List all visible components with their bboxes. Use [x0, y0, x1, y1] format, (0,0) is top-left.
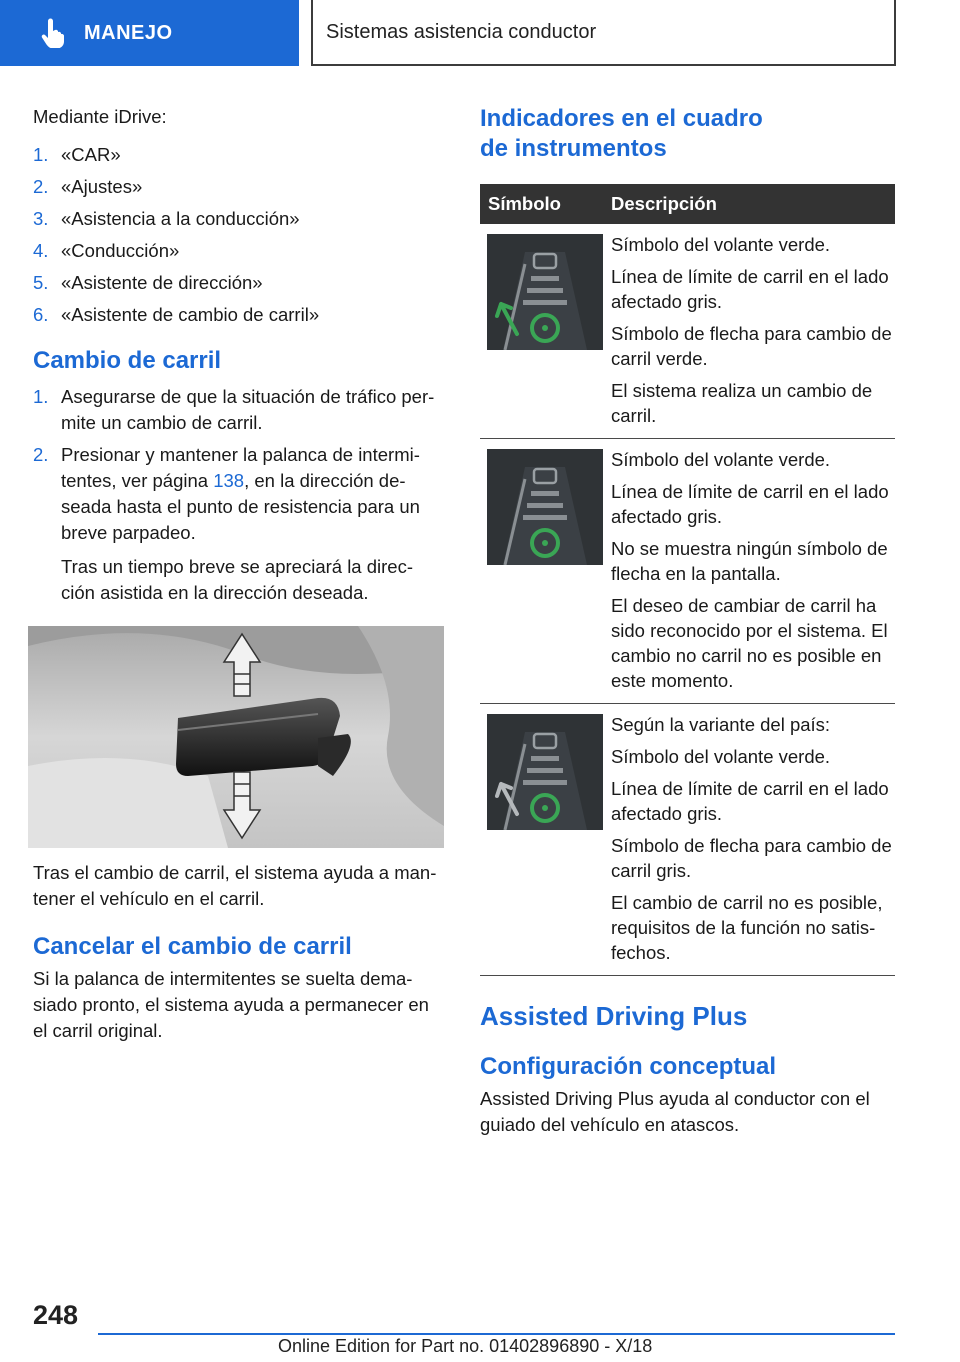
col-description-header: Descripción — [611, 184, 895, 224]
page-link[interactable]: 138 — [213, 470, 245, 491]
step-note: Tras un tiempo breve se apreciará la direc-ción asistida en la dirección deseada. — [61, 556, 413, 603]
step-number: 1. — [33, 144, 49, 165]
indicators-heading: Indicadores en el cuadro de instrumentos — [480, 105, 763, 162]
cancel-text: Si la palanca de intermitentes se suelta dema-siado pronto, el sistema ayuda a permanecer en el carril original. — [33, 968, 429, 1041]
description-line: Línea de límite de carril en el lado afectado gris. — [611, 266, 889, 312]
list-item — [33, 270, 445, 296]
description-cell — [611, 224, 895, 439]
step-body — [61, 442, 445, 606]
list-item — [33, 142, 445, 168]
step-number: 3. — [33, 208, 49, 229]
description-line: Símbolo de flecha para cambio de carril verde. — [611, 323, 892, 369]
list-item — [33, 174, 445, 200]
list-item — [33, 206, 445, 232]
hand-pointer-icon — [38, 18, 68, 48]
step-number: 2. — [33, 176, 49, 197]
right-column — [480, 104, 895, 1138]
lane-change-steps — [33, 384, 445, 606]
lane-change-green-arrow-icon — [487, 234, 603, 350]
idrive-intro: Mediante iDrive: — [33, 106, 167, 127]
description-line: Símbolo del volante verde. — [611, 746, 831, 767]
symbol-cell — [480, 704, 611, 976]
step-text: «Asistente de cambio de carril» — [61, 304, 320, 325]
after-lane-change-text: Tras el cambio de carril, el sistema ayuda a man-tener el vehículo en el carril. — [33, 862, 437, 909]
left-column — [33, 104, 445, 1044]
step-text: «Ajustes» — [61, 176, 143, 197]
concept-text: Assisted Driving Plus ayuda al conductor con el guiado del vehículo en atascos. — [480, 1088, 870, 1135]
step-number: 1. — [33, 386, 49, 407]
list-item — [33, 238, 445, 264]
step-text: «CAR» — [61, 144, 121, 165]
step-text-part: Presionar y mantener la palanca de intermi-tentes, ver página — [61, 444, 420, 491]
step-number: 2. — [33, 444, 49, 465]
section-tab — [0, 0, 299, 66]
turn-signal-lever-photo — [28, 626, 444, 848]
step-text-part: , en la dirección de-seada hasta el punto de resistencia para un breve parpadeo. — [61, 470, 420, 543]
edition-text: Online Edition for Part no. 01402896890 - X/18 — [278, 1336, 653, 1356]
symbol-cell — [480, 439, 611, 704]
table-row — [480, 224, 895, 439]
list-item — [33, 302, 445, 328]
description-line: Según la variante del país: — [611, 714, 831, 735]
concept-heading: Configuración conceptual — [480, 1053, 777, 1080]
step-text: «Asistente de dirección» — [61, 272, 263, 293]
description-cell — [611, 439, 895, 704]
lane-change-heading: Cambio de carril — [33, 347, 222, 374]
description-line: Línea de límite de carril en el lado afectado gris. — [611, 481, 889, 527]
table-header-row — [480, 184, 895, 224]
page-number: 248 — [33, 1300, 79, 1330]
step-text: «Conducción» — [61, 240, 180, 261]
section-label: MANEJO — [84, 21, 173, 44]
description-line: El deseo de cambiar de carril ha sido reconocido por el sistema. El cambio no carril no es posible en este momento. — [611, 595, 888, 691]
step-number: 6. — [33, 304, 49, 325]
table-row — [480, 439, 895, 704]
description-line: El cambio de carril no es posible, requisitos de la función no satis-fechos. — [611, 892, 883, 963]
description-line: Símbolo del volante verde. — [611, 234, 831, 255]
col-symbol-header: Símbolo — [480, 184, 611, 224]
description-line: Línea de límite de carril en el lado afectado gris. — [611, 778, 889, 824]
step-text: Asegurarse de que la situación de tráfico per-mite un cambio de carril. — [61, 386, 435, 433]
step-number: 5. — [33, 272, 49, 293]
description-line: El sistema realiza un cambio de carril. — [611, 380, 873, 426]
lane-change-gray-arrow-icon — [487, 714, 603, 830]
description-line: No se muestra ningún símbolo de flecha en la pantalla. — [611, 538, 888, 584]
adp-heading: Assisted Driving Plus — [480, 1001, 748, 1031]
symbol-cell — [480, 224, 611, 439]
description-cell — [611, 704, 895, 976]
list-item — [33, 442, 445, 606]
footer-divider — [98, 1333, 895, 1335]
indicators-table — [480, 184, 895, 976]
description-line: Símbolo del volante verde. — [611, 449, 831, 470]
table-row — [480, 704, 895, 976]
step-text: «Asistencia a la conducción» — [61, 208, 300, 229]
page-header-title: Sistemas asistencia conductor — [311, 0, 896, 66]
step-number: 4. — [33, 240, 49, 261]
lane-change-no-arrow-icon — [487, 449, 603, 565]
cancel-heading: Cancelar el cambio de carril — [33, 933, 352, 960]
idrive-steps — [33, 142, 445, 328]
step-text — [61, 442, 445, 546]
description-line: Símbolo de flecha para cambio de carril gris. — [611, 835, 892, 881]
list-item — [33, 384, 445, 436]
